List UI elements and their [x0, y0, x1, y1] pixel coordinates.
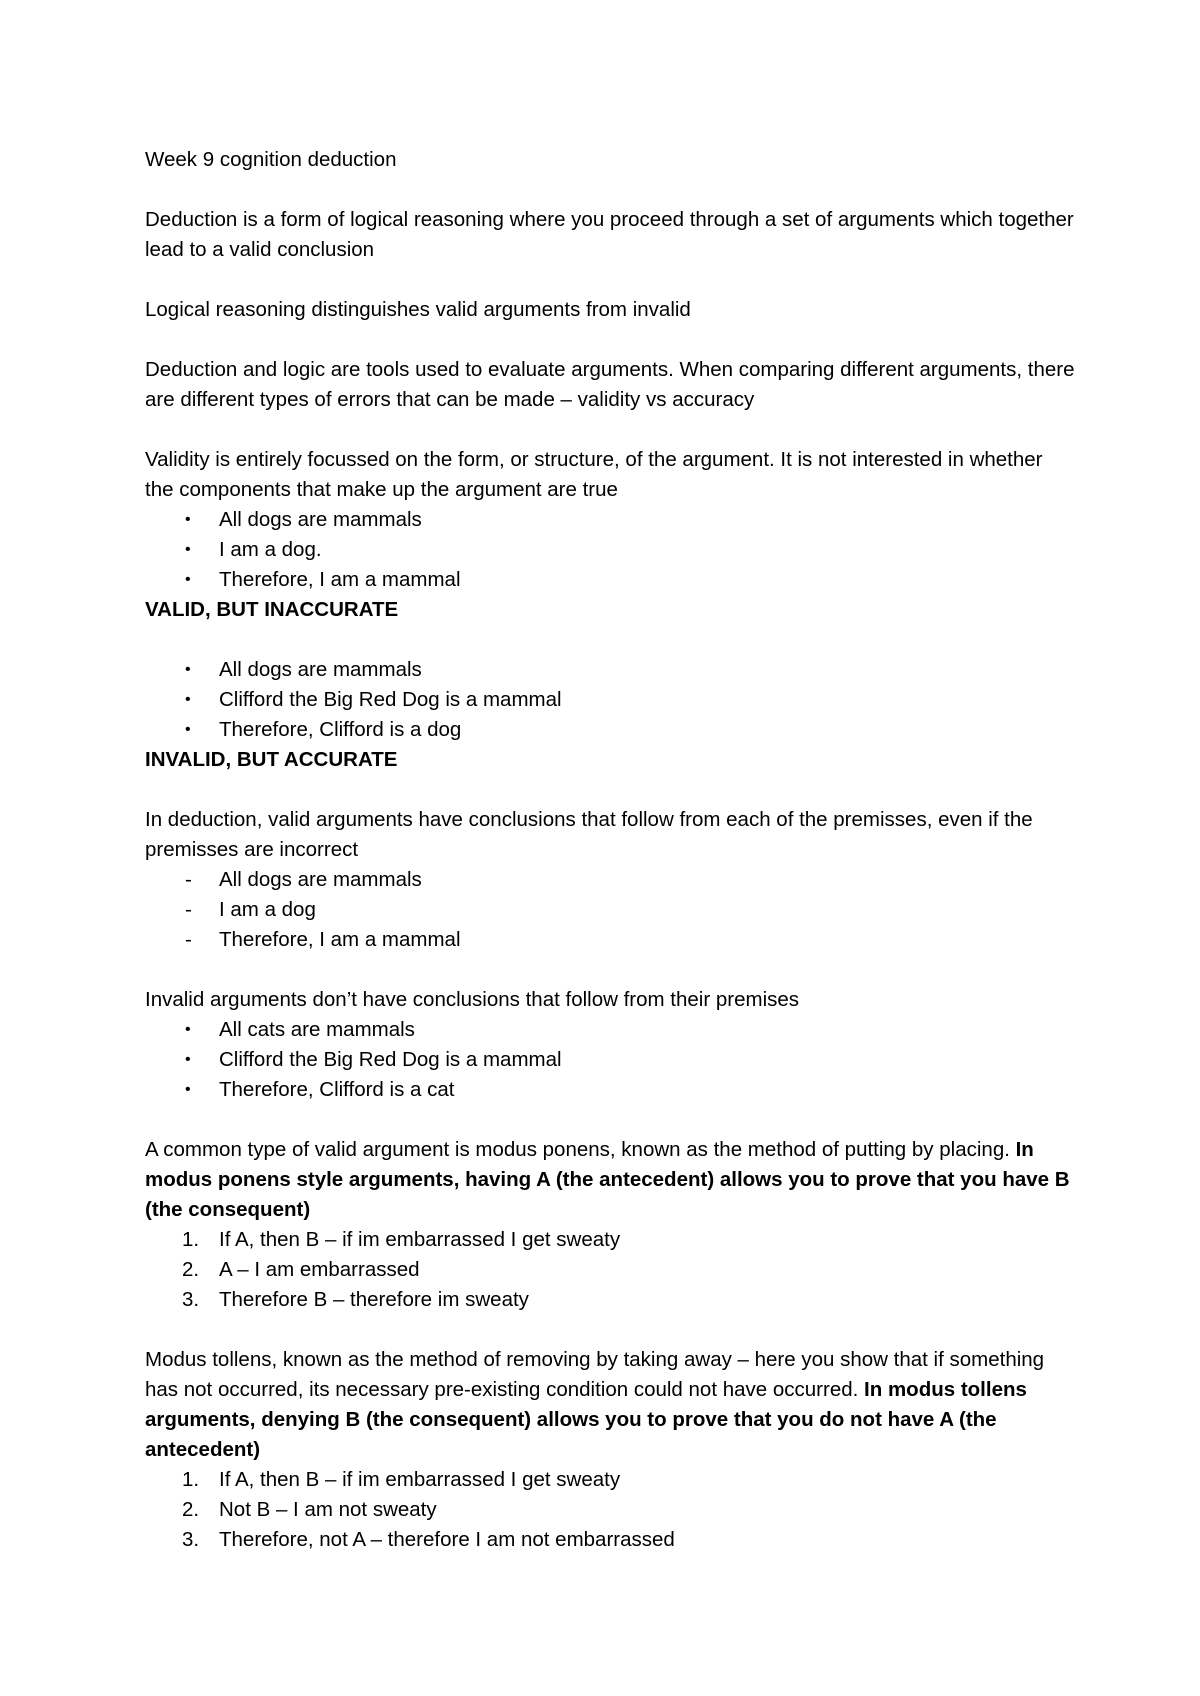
bullet-marker: •: [185, 1021, 191, 1038]
list-item: - All dogs are mammals: [145, 865, 1075, 895]
list-item: • All dogs are mammals: [145, 655, 1075, 685]
list-item: - Therefore, I am a mammal: [145, 925, 1075, 955]
numbered-list-modus-tollens: [145, 1465, 1075, 1555]
number-marker: 1.: [182, 1468, 200, 1491]
bullet-marker: •: [185, 1081, 191, 1098]
numbered-list-modus-ponens: [145, 1225, 1075, 1315]
paragraph-validity-form: Validity is entirely focussed on the form, or structure, of the argument. It is not interested in whether the components that make up the argument are true: [145, 448, 1043, 501]
paragraph-validity-vs-accuracy: Deduction and logic are tools used to evaluate arguments. When comparing different arguments, there are different types of errors that can be made – validity vs accuracy: [145, 358, 1075, 411]
bullet-marker: •: [185, 691, 191, 708]
bullet-marker: •: [185, 721, 191, 738]
list-item: 1. If A, then B – if im embarrassed I get sweaty: [145, 1465, 1075, 1495]
number-marker: 2.: [182, 1258, 200, 1281]
dash-marker: -: [185, 868, 192, 891]
list-item: 3. Therefore B – therefore im sweaty: [145, 1285, 1075, 1315]
list-item: • All dogs are mammals: [145, 505, 1075, 535]
modus-ponens-emphasis: In modus ponens style arguments, having A (the antecedent) allows you to prove that you have B (the consequent): [145, 1138, 1070, 1221]
list-item: 3. Therefore, not A – therefore I am not embarrassed: [145, 1525, 1075, 1555]
bullet-list-invalid-accurate: [145, 655, 1075, 745]
bullet-marker: •: [185, 1051, 191, 1068]
paragraph-modus-ponens: A common type of valid argument is modus ponens, known as the method of putting by placing. In modus ponens style arguments, having A (the antecedent) allows you to prove that you have B (the consequent): [145, 1138, 1070, 1221]
list-item: • I am a dog.: [145, 535, 1075, 565]
paragraph-deduction-definition: Deduction is a form of logical reasoning where you proceed through a set of arguments which together lead to a valid conclusion: [145, 208, 1074, 261]
list-item: • Therefore, Clifford is a cat: [145, 1075, 1075, 1105]
number-marker: 3.: [182, 1288, 200, 1311]
bullet-marker: •: [185, 661, 191, 678]
list-item: • All cats are mammals: [145, 1015, 1075, 1045]
list-item: 2. A – I am embarrassed: [145, 1255, 1075, 1285]
bullet-list-valid-inaccurate: [145, 505, 1075, 595]
paragraph-valid-arguments: In deduction, valid arguments have conclusions that follow from each of the premisses, even if the premisses are incorrect: [145, 808, 1033, 861]
number-marker: 2.: [182, 1498, 200, 1521]
paragraph-logical-reasoning: Logical reasoning distinguishes valid arguments from invalid: [145, 298, 691, 321]
bullet-list-invalid-example: [145, 1015, 1075, 1105]
paragraph-modus-tollens: Modus tollens, known as the method of removing by taking away – here you show that if something has not occurred, its necessary pre-existing condition could not have occurred. In modus tollens arguments, denying B (the consequent) allows you to prove that you do not have A (the antecedent): [145, 1348, 1045, 1461]
bullet-marker: •: [185, 511, 191, 528]
dash-list-valid-example: [145, 865, 1075, 955]
list-item: • Therefore, I am a mammal: [145, 565, 1075, 595]
dash-marker: -: [185, 928, 192, 951]
number-marker: 3.: [182, 1528, 200, 1551]
document-title: Week 9 cognition deduction: [145, 148, 397, 171]
document-body: [145, 145, 1075, 1555]
list-item: 1. If A, then B – if im embarrassed I get sweaty: [145, 1225, 1075, 1255]
number-marker: 1.: [182, 1228, 200, 1251]
bullet-marker: •: [185, 541, 191, 558]
list-item: - I am a dog: [145, 895, 1075, 925]
list-item: • Clifford the Big Red Dog is a mammal: [145, 685, 1075, 715]
label-invalid-but-accurate: INVALID, BUT ACCURATE: [145, 748, 398, 771]
label-valid-but-inaccurate: VALID, BUT INACCURATE: [145, 598, 399, 621]
modus-tollens-emphasis: In modus tollens arguments, denying B (the consequent) allows you to prove that you do not have A (the antecedent): [145, 1378, 1027, 1461]
bullet-marker: •: [185, 571, 191, 588]
list-item: 2. Not B – I am not sweaty: [145, 1495, 1075, 1525]
paragraph-invalid-arguments: Invalid arguments don’t have conclusions that follow from their premises: [145, 988, 800, 1011]
dash-marker: -: [185, 898, 192, 921]
list-item: • Clifford the Big Red Dog is a mammal: [145, 1045, 1075, 1075]
list-item: • Therefore, Clifford is a dog: [145, 715, 1075, 745]
